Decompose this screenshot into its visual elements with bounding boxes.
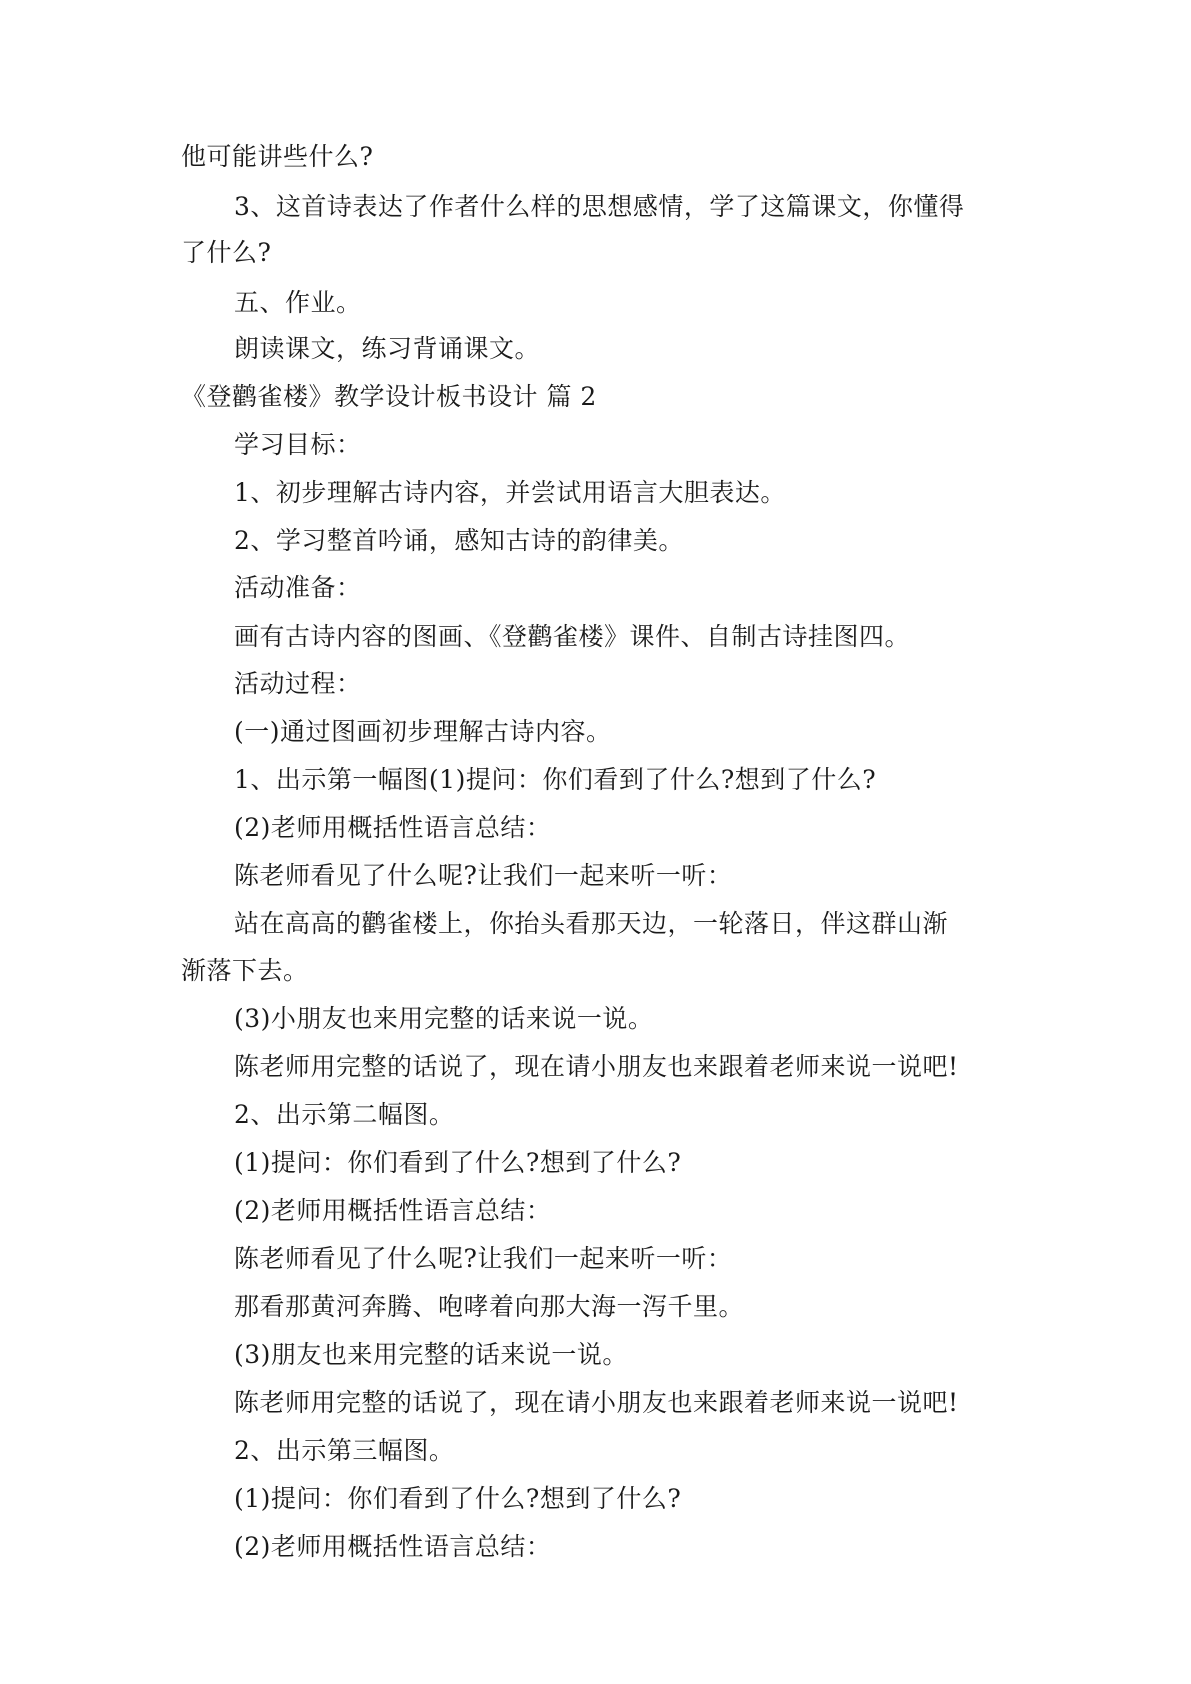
text-line: 2、出示第二幅图。	[234, 1100, 455, 1129]
text-line: 了什么?	[181, 238, 272, 267]
section-heading: 五、作业。	[234, 288, 362, 317]
text-line: 2、学习整首吟诵，感知古诗的韵律美。	[234, 526, 684, 555]
text-line: (一)通过图画初步理解古诗内容。	[234, 717, 612, 746]
text-line: (2)老师用概括性语言总结：	[234, 1196, 552, 1225]
text-line: 1、初步理解古诗内容，并尝试用语言大胆表达。	[234, 478, 786, 507]
text-line: 陈老师用完整的话说了，现在请小朋友也来跟着老师来说一说吧!	[234, 1388, 959, 1417]
text-line: 那看那黄河奔腾、咆哮着向那大海一泻千里。	[234, 1292, 745, 1321]
text-line: (3)小朋友也来用完整的话来说一说。	[234, 1004, 654, 1033]
text-line: 画有古诗内容的图画、《登鹳雀楼》课件、自制古诗挂图四。	[234, 622, 911, 651]
text-line: (3)朋友也来用完整的话来说一说。	[234, 1340, 628, 1369]
text-line: 朗读课文，练习背诵课文。	[234, 334, 541, 363]
text-line: 3、这首诗表达了作者什么样的思想感情，学了这篇课文，你懂得	[234, 192, 965, 221]
text-line: (1)提问：你们看到了什么?想到了什么?	[234, 1148, 682, 1177]
section-heading: 学习目标：	[234, 430, 362, 459]
text-line: (2)老师用概括性语言总结：	[234, 1532, 552, 1561]
text-line: 陈老师用完整的话说了，现在请小朋友也来跟着老师来说一说吧!	[234, 1052, 959, 1081]
text-line: 陈老师看见了什么呢?让我们一起来听一听：	[234, 861, 733, 890]
text-line: (1)提问：你们看到了什么?想到了什么?	[234, 1484, 682, 1513]
text-line: 1、出示第一幅图(1)提问：你们看到了什么?想到了什么?	[234, 765, 877, 794]
text-line: 他可能讲些什么?	[181, 142, 374, 171]
text-line: 陈老师看见了什么呢?让我们一起来听一听：	[234, 1244, 733, 1273]
section-heading: 活动准备：	[234, 573, 362, 602]
text-line: (2)老师用概括性语言总结：	[234, 813, 552, 842]
document-title: 《登鹳雀楼》教学设计板书设计 篇 2	[181, 382, 597, 411]
text-line: 渐落下去。	[181, 956, 309, 985]
section-heading: 活动过程：	[234, 669, 362, 698]
text-line: 2、出示第三幅图。	[234, 1436, 455, 1465]
text-line: 站在高高的鹳雀楼上，你抬头看那天边，一轮落日，伴这群山渐	[234, 909, 949, 938]
